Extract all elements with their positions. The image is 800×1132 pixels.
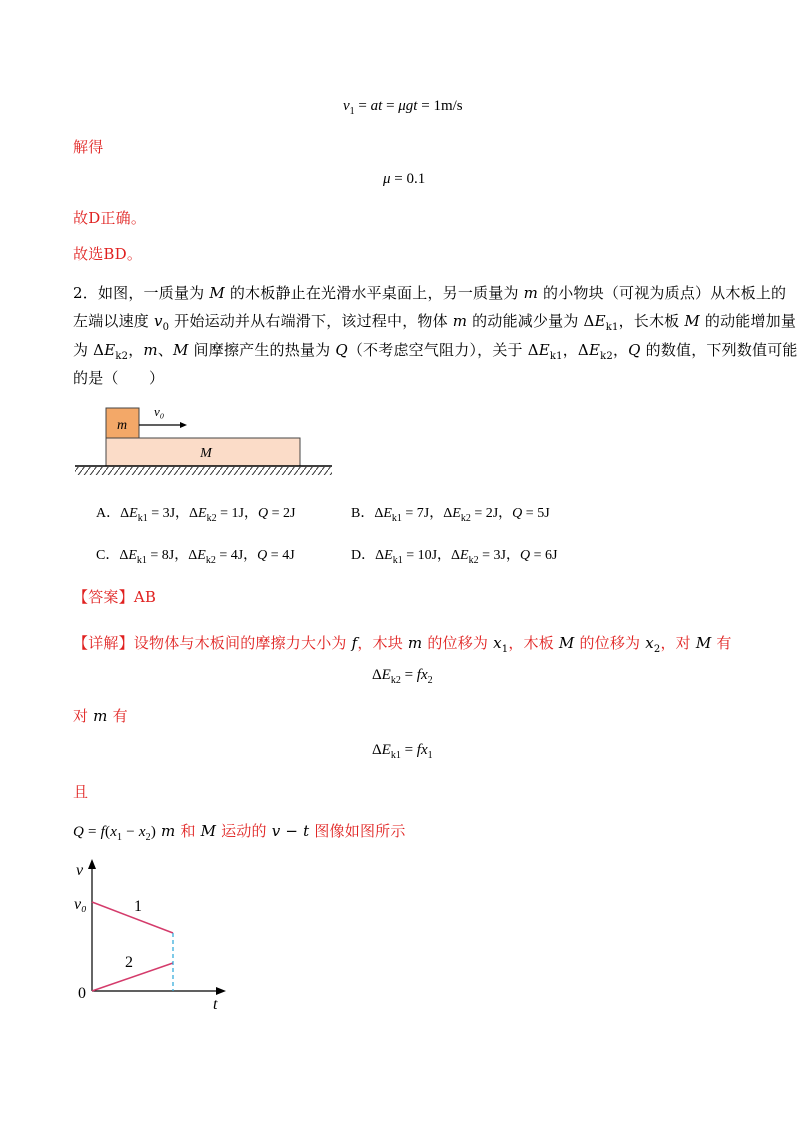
line-1-label: 1 xyxy=(134,898,142,915)
block-board-figure xyxy=(70,398,340,478)
text-choose: 故选BD。 xyxy=(73,245,143,263)
detail-line: 【详解】设物体与木板间的摩擦力大小为 f，木块 m 的位移为 $x_1$，木板 M 的位移为 $x_2$，对 M 有 xyxy=(73,634,732,655)
text-jiede: 解得 xyxy=(73,138,104,156)
equation-mu: μ = 0.1 xyxy=(383,171,426,187)
v0-label: v₀ xyxy=(74,896,87,913)
equation-v1: $v_1$ = at = μgt = 1m/s xyxy=(343,98,463,117)
text-qie: 且 xyxy=(73,783,89,801)
origin-label: 0 xyxy=(78,985,86,1002)
question-line-1: 2．如图，一质量为 M 的木板静止在光滑水平桌面上，另一质量为 m 的小物块（可视为质点）从木板上的 xyxy=(73,284,787,302)
ground-hatch xyxy=(75,467,332,475)
option-c[interactable]: C．$\Delta E_{k1} = 8J$，$\Delta E_{k2} = 4J$，Q = 4J xyxy=(96,548,295,566)
equation-ek2: $\Delta E_{k2} = fx_2$ xyxy=(372,667,433,686)
answer-value: AB xyxy=(133,588,157,606)
option-a[interactable]: A．$\Delta E_{k1} = 3J$，$\Delta E_{k2} = 1J$，Q = 2J xyxy=(96,506,296,524)
series-line-1 xyxy=(92,902,173,933)
line-2-label: 2 xyxy=(125,954,133,971)
block-m-label: m xyxy=(116,418,128,433)
y-axis-label: v xyxy=(76,862,84,879)
equation-ek1: $\Delta E_{k1} = fx_1$ xyxy=(372,742,433,761)
velocity-label: v₀ xyxy=(154,404,165,419)
text-dui-m: 对 m 有 xyxy=(73,707,128,725)
board-M-label: M xyxy=(200,446,212,461)
question-line-3: 为 $\Delta E_{k2}$，m、M 间摩擦产生的热量为 Q（不考虑空气阻力），关于 $\Delta E_{k1}$，$\Delta E_{k2}$，Q 的数值，下列数值可能 xyxy=(73,341,798,362)
x-axis-label: t xyxy=(213,996,218,1013)
text-d-correct: 故D正确。 xyxy=(73,209,147,227)
question-line-4: 的是（ ） xyxy=(73,369,165,387)
vt-graph xyxy=(70,855,240,1020)
answer-line: 【答案】AB xyxy=(73,588,157,606)
equation-q-line: $Q = f(x_1 - x_2)$ m 和 M 运动的 v − t 图像如图所示 xyxy=(73,822,406,843)
question-line-2: 左端以速度 $v_0$ 开始运动并从右端滑下，该过程中，物体 m 的动能减少量为 $\Delta E_{k1}$，长木板 M 的动能增加量 xyxy=(73,312,797,333)
option-b[interactable]: B．$\Delta E_{k1} = 7J$，$\Delta E_{k2} = 2J$，Q = 5J xyxy=(351,506,550,524)
option-d[interactable]: D．$\Delta E_{k1} = 10J$，$\Delta E_{k2} = 3J$，Q = 6J xyxy=(351,548,558,566)
